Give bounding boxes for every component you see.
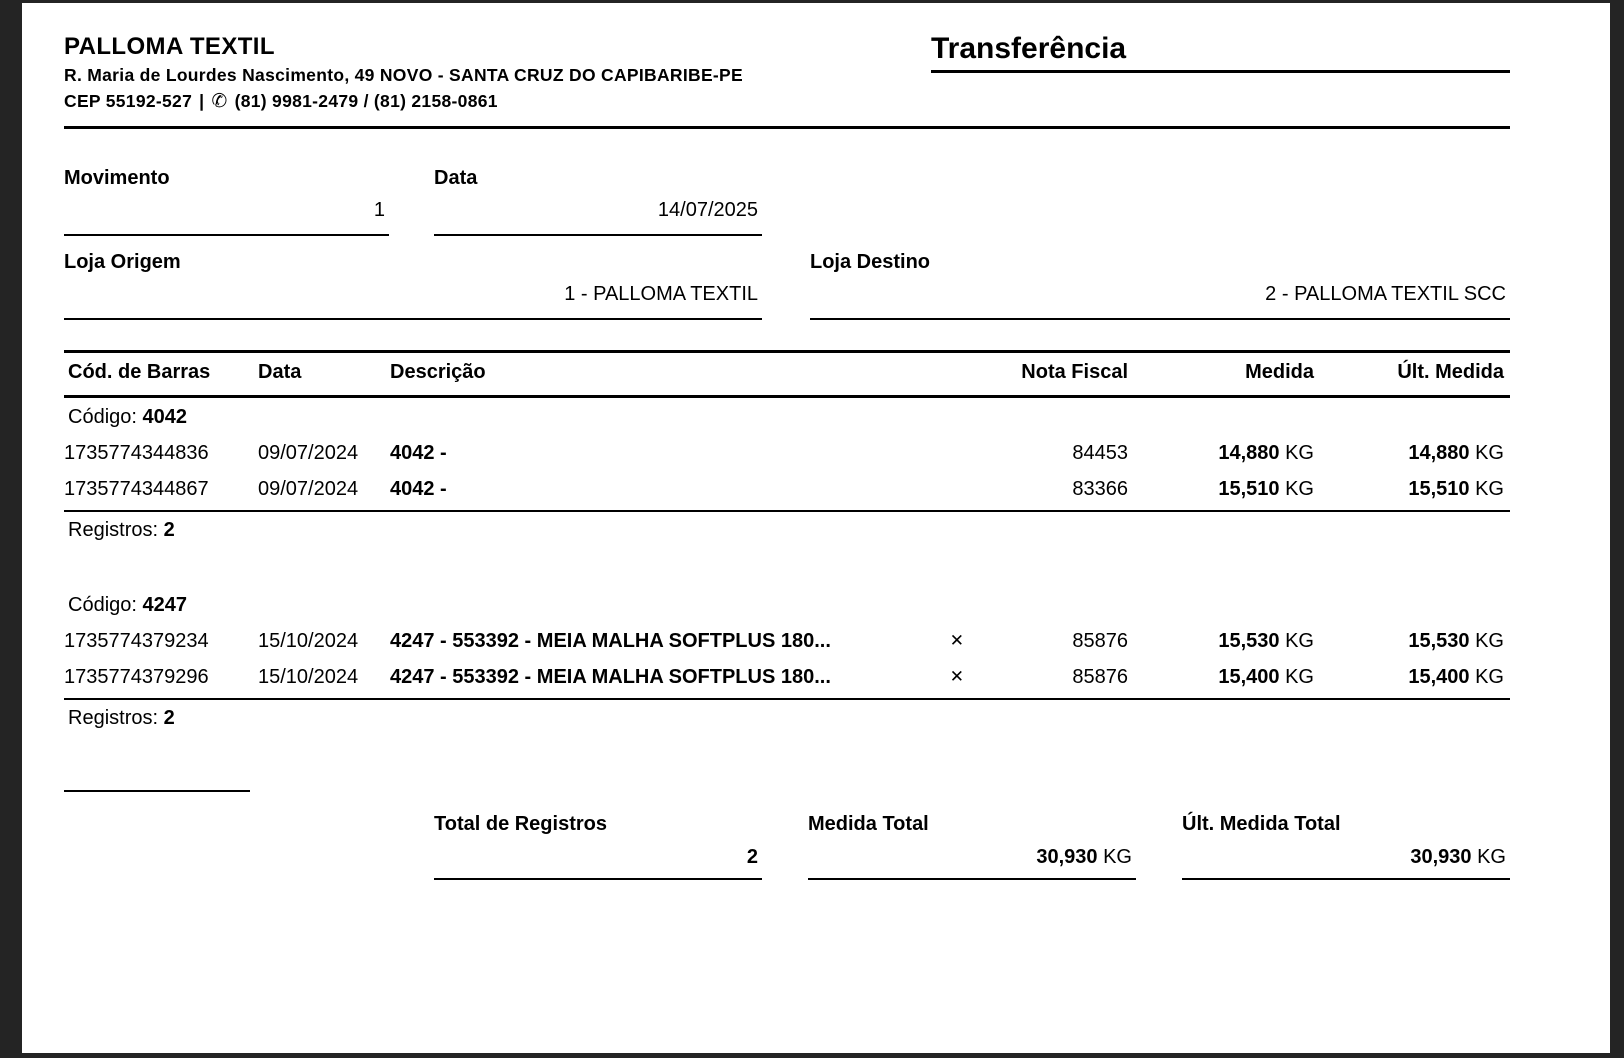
description-text: 4247 - 553392 - MEIA MALHA SOFTPLUS 180... [390, 665, 831, 688]
total-registros-value [434, 846, 762, 880]
group-4247 [64, 586, 1510, 730]
report-page [22, 3, 1610, 1053]
company-phones: (81) 9981-2479 / (81) 2158-0861 [234, 91, 498, 111]
ult-medida-value: 15,400 [1408, 665, 1470, 688]
loja-origem-label: Loja Origem [64, 251, 181, 273]
ult-medida-value: 14,880 [1408, 441, 1470, 464]
description-cell [390, 478, 974, 501]
total-registros-field [434, 813, 762, 880]
phone-icon: ✆ [211, 91, 228, 112]
ult-medida-cell [1320, 478, 1510, 501]
medida-value: 14,880 [1218, 441, 1280, 464]
separator: | [199, 91, 205, 111]
registros-value: 2 [163, 519, 175, 541]
medida-total-number: 30,930 [1036, 846, 1098, 868]
medida-cell [1134, 630, 1320, 653]
medida-cell [1134, 666, 1320, 689]
medida-value: 15,400 [1218, 665, 1280, 688]
medida-total-unit: KG [1103, 846, 1132, 868]
registros-line [64, 512, 1510, 542]
date-cell: 09/07/2024 [258, 477, 359, 500]
ult-medida-total-label: Últ. Medida Total [1182, 813, 1341, 835]
data-field [434, 167, 762, 236]
header-ult-medida: Últ. Medida [1397, 361, 1504, 383]
footer-short-line [64, 790, 250, 792]
codigo-value: 4247 [142, 594, 187, 616]
title-block [931, 33, 1510, 73]
medida-unit: KG [1285, 477, 1314, 500]
fields-row-lojas [64, 251, 1510, 320]
totals-section [64, 790, 1510, 880]
x-mark-icon: ✕ [949, 631, 964, 650]
date-cell: 15/10/2024 [258, 665, 359, 688]
nota-fiscal-cell: 85876 [1072, 665, 1128, 688]
movimento-label: Movimento [64, 167, 170, 189]
report-header [64, 33, 1510, 113]
registros-label: Registros: [68, 519, 159, 541]
nota-fiscal-cell: 83366 [1072, 477, 1128, 500]
codigo-label: Código: [68, 594, 137, 616]
group-code-line [64, 586, 1510, 623]
fields-row-movimento-data [64, 167, 1510, 236]
description-text: 4042 - [390, 477, 447, 500]
header-barcode: Cód. de Barras [68, 361, 211, 383]
table-row [64, 659, 1510, 695]
description-cell [390, 442, 974, 465]
barcode-cell: 1735774379234 [64, 629, 209, 652]
loja-destino-value: 2 - PALLOMA TEXTIL SCC [810, 283, 1510, 320]
data-value: 14/07/2025 [434, 199, 762, 236]
registros-value: 2 [163, 707, 175, 729]
items-table [64, 350, 1510, 730]
medida-total-label: Medida Total [808, 813, 929, 835]
ult-medida-total-unit: KG [1477, 846, 1506, 868]
ult-medida-unit: KG [1475, 629, 1504, 652]
x-mark-icon: ✕ [949, 667, 964, 686]
movimento-value: 1 [64, 199, 389, 236]
company-contact [64, 90, 743, 113]
medida-value: 15,530 [1218, 629, 1280, 652]
header-divider [64, 126, 1510, 129]
ult-medida-value: 15,530 [1408, 629, 1470, 652]
ult-medida-unit: KG [1475, 477, 1504, 500]
company-address: R. Maria de Lourdes Nascimento, 49 NOVO - SANTA CRUZ DO CAPIBARIBE-PE [64, 65, 743, 85]
company-name: PALLOMA TEXTIL [64, 33, 275, 60]
header-nota-fiscal: Nota Fiscal [1021, 361, 1128, 383]
description-cell [390, 666, 974, 689]
header-data: Data [258, 361, 302, 383]
total-registros-number: 2 [746, 846, 758, 868]
description-text: 4042 - [390, 441, 447, 464]
medida-unit: KG [1285, 629, 1314, 652]
table-row [64, 471, 1510, 507]
nota-fiscal-cell: 85876 [1072, 629, 1128, 652]
table-header-row [64, 353, 1510, 398]
loja-origem-field [64, 251, 762, 320]
table-row [64, 623, 1510, 659]
group-4042 [64, 398, 1510, 542]
barcode-cell: 1735774379296 [64, 665, 209, 688]
barcode-cell: 1735774344867 [64, 477, 209, 500]
loja-destino-label: Loja Destino [810, 251, 931, 273]
header-descricao: Descrição [390, 361, 486, 383]
codigo-label: Código: [68, 406, 137, 428]
medida-unit: KG [1285, 441, 1314, 464]
table-row [64, 435, 1510, 471]
medida-total-value [808, 846, 1136, 880]
loja-destino-field [810, 251, 1510, 320]
codigo-value: 4042 [142, 406, 187, 428]
ult-medida-cell [1320, 442, 1510, 465]
ult-medida-total-value [1182, 846, 1510, 880]
ult-medida-unit: KG [1475, 441, 1504, 464]
group-code-line [64, 398, 1510, 435]
date-cell: 09/07/2024 [258, 441, 359, 464]
nota-fiscal-cell: 84453 [1072, 441, 1128, 464]
description-cell [390, 630, 974, 653]
company-cep: CEP 55192-527 [64, 91, 193, 111]
barcode-cell: 1735774344836 [64, 441, 209, 464]
data-label: Data [434, 167, 478, 189]
description-text: 4247 - 553392 - MEIA MALHA SOFTPLUS 180... [390, 629, 831, 652]
total-registros-label: Total de Registros [434, 813, 607, 835]
movimento-field [64, 167, 389, 236]
loja-origem-value: 1 - PALLOMA TEXTIL [64, 283, 762, 320]
header-medida: Medida [1245, 361, 1314, 383]
page-title: Transferência [931, 32, 1127, 65]
ult-medida-value: 15,510 [1408, 477, 1470, 500]
medida-cell [1134, 442, 1320, 465]
date-cell: 15/10/2024 [258, 629, 359, 652]
medida-cell [1134, 478, 1320, 501]
ult-medida-total-number: 30,930 [1410, 846, 1472, 868]
registros-line [64, 700, 1510, 730]
medida-value: 15,510 [1218, 477, 1280, 500]
totals-row [434, 813, 1510, 880]
registros-label: Registros: [68, 707, 159, 729]
ult-medida-cell [1320, 630, 1510, 653]
ult-medida-total-field [1182, 813, 1510, 880]
ult-medida-cell [1320, 666, 1510, 689]
medida-unit: KG [1285, 665, 1314, 688]
medida-total-field [808, 813, 1136, 880]
company-block [64, 33, 743, 113]
ult-medida-unit: KG [1475, 665, 1504, 688]
